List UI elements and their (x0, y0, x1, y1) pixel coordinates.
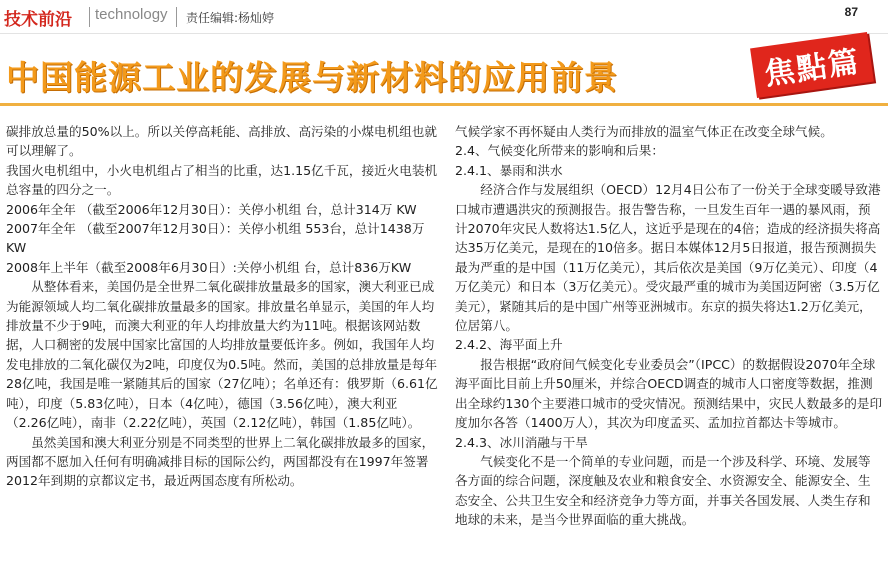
subsection-heading: 2.4.1、暴雨和洪水 (455, 162, 563, 178)
paragraph: 从整体看来，美国仍是全世界二氧化碳排放量最多的国家，澳大利亚已成为能源领域人均二氧化碳排放量最多的国家。排放量名单显示，美国的年人均排放量不少于9吨，而澳大利亚的年人均排放量大约为11吨。根据该网站数据，人口稠密的发展中国家比富国的人均排放量要低许多。例如，我国年人均发电排放的二氧化碳仅为2吨，印度仅为0.5吨。然而，美国的总排放量是每年28亿吨，我国是唯一紧随其后的国家（27亿吨）；名单还有：俄罗斯（6.61亿吨），印度（5.83亿吨），日本（4亿吨），德国（3.56亿吨），澳大利亚（2.26亿吨），南非（2.22亿吨），英国（2.12亿吨），韩国（1.85亿吨）。 (6, 279, 438, 431)
article-title: 中国能源工业的发展与新材料的应用前景 (6, 58, 618, 97)
page-number: 87 (844, 5, 858, 19)
paragraph: 碳排放总量的50%以上。所以关停高耗能、高排放、高污染的小煤电机组也就可以理解了。 (6, 124, 437, 159)
page-header (0, 0, 888, 36)
paragraph: 气候变化不是一个简单的专业问题，而是一个涉及科学、环境、发展等各方面的综合问题，深度触及农业和粮食安全、水资源安全、能源安全、生态安全、公共卫生安全和经济竞争力等方面，并事关各国发展、人类生存和地球的未来，是当今世界面临的重大挑战。 (455, 453, 871, 528)
paragraph: 报告根据“政府间气候变化专业委员会”（IPCC）的数据假设2070年全球海平面比目前上升50厘米，并综合OECD调查的城市人口密度等数据，推测出全球约130个主要港口城市的受灾情况。预测结果中，灾民人数最多的是印度加尔各答（1400万人），其次为印度孟买、孟加拉首都达卡等城市。 (455, 356, 883, 431)
editor-credit: 责任编辑:杨灿婷 (186, 11, 275, 25)
shutdown-record: 2006年全年 （截至2006年12月30日）：关停小机组 台，总计314万 KW (6, 201, 417, 217)
shutdown-record: 2008年上半年（截至2008年6月30日）:关停小机组 台，总计836万KW (6, 259, 412, 275)
subsection-heading: 2.4.3、冰川消融与干旱 (455, 434, 588, 450)
header-separator (89, 7, 90, 27)
feature-stamp: 焦點篇 (750, 32, 874, 98)
header-separator (176, 7, 177, 27)
subsection-heading: 2.4.2、海平面上升 (455, 337, 563, 353)
title-rule (0, 103, 888, 106)
section-heading: 2.4、气候变化所带来的影响和后果： (455, 143, 664, 159)
section-badge: 技术前沿 (4, 10, 72, 30)
paragraph: 经济合作与发展组织（OECD）12月4日公布了一份关于全球变暖导致港口城市遭遇洪灾的预测报告。报告警告称，一旦发生百年一遇的暴风雨，预计2070年灾民人数将达1.5亿人，这近乎是现在的4倍；造成的经济损失将高达35万亿美元，是现在的10倍多。据日本媒体12月5日报道，报告预测损失最为严重的是中国（11万亿美元），其后依次是美国（9万亿美元）、印度（4万亿美元）和日本（3万亿美元）。受灾最严重的城市为美国迈阿密（3.5万亿美元），紧随其后的是中国广州等亚洲城市。东京的损失将达1.2万亿美元，位居第八。 (455, 182, 881, 334)
paragraph: 虽然美国和澳大利亚分别是不同类型的世界上二氧化碳排放最多的国家，两国都不愿加入任何有明确减排目标的国际公约，两国都没有在1997年签署2012年到期的京都议定书，最近两国态度有所松动。 (6, 434, 435, 489)
header-rule (0, 33, 888, 34)
right-column (455, 122, 883, 588)
paragraph: 我国火电机组中，小火电机组占了相当的比重，达1.15亿千瓦，接近火电装机总容量的四分之一。 (6, 162, 438, 198)
left-column (6, 122, 438, 588)
section-english-label: technology (95, 6, 168, 23)
paragraph: 气候学家不再怀疑由人类行为而排放的温室气体正在改变全球气候。 (455, 124, 833, 139)
shutdown-record: 2007年全年 （截至2007年12月30日）：关停小机组 553台，总计1438万KW (6, 221, 425, 256)
